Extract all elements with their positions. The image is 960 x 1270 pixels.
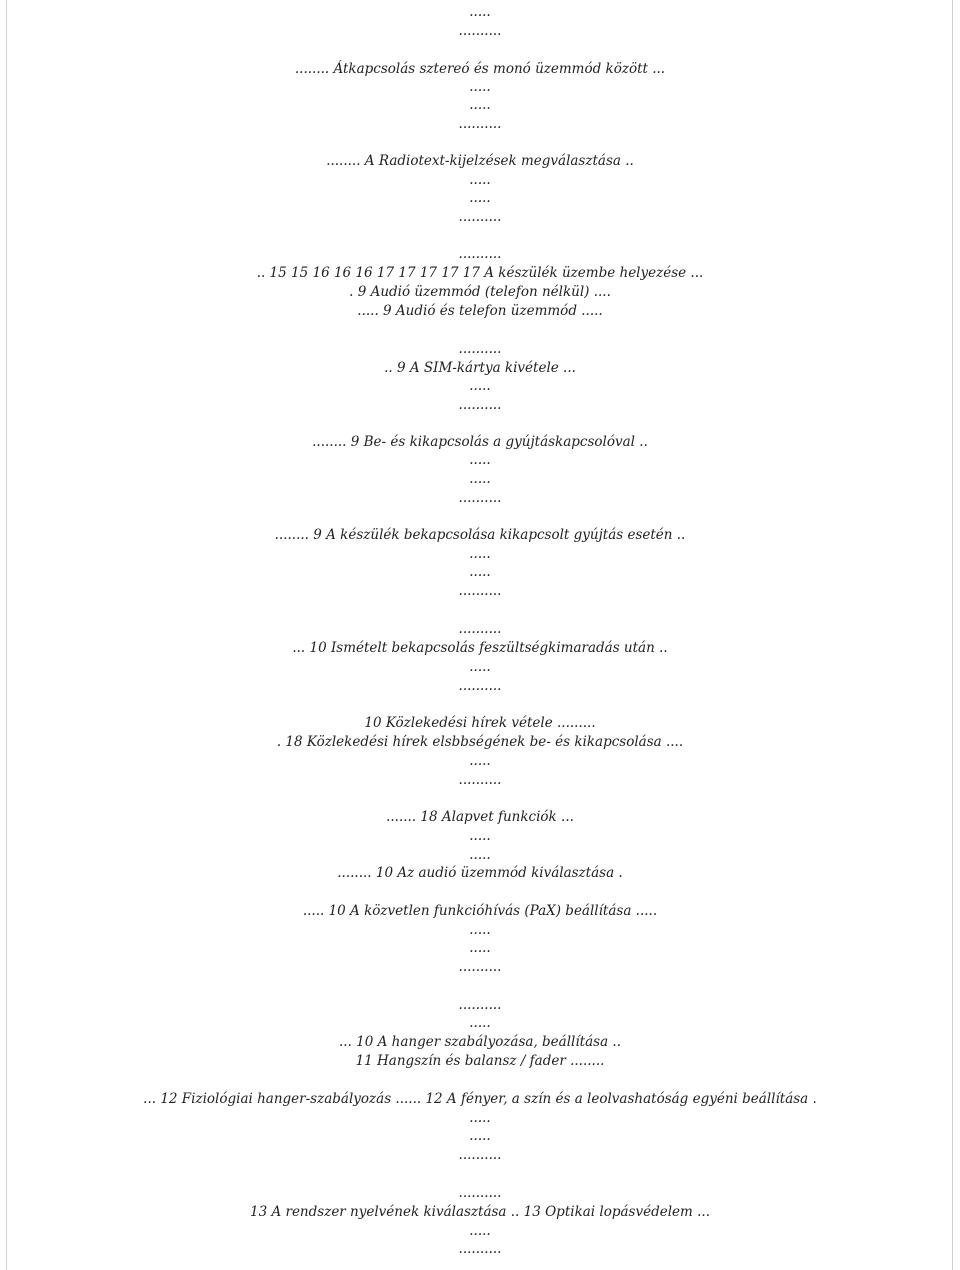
toc-entry: ........ 9 Be- és kikapcsolás a gyújtáskapcsolóval .. [312,434,648,450]
toc-entry: ........ 9 A készülék bekapcsolása kikapcsolt gyújtás esetén .. [274,527,686,543]
toc-line: .......... [458,23,502,39]
toc-line: ..... [469,97,491,113]
toc-line: ..... [469,922,491,938]
toc-line: ..... [469,1015,491,1031]
toc-line: ..... [469,847,491,863]
toc-line: .......... [458,1241,502,1257]
toc-line: .......... [458,397,502,413]
toc-entry: ..... 9 Audió és telefon üzemmód ..... [357,303,603,319]
toc-entry: ........ 10 Az audió üzemmód kiválasztása . [337,865,623,881]
toc-line: ..... [469,1110,491,1126]
toc-line: .......... [458,959,502,975]
toc-line: ..... [469,828,491,844]
toc-line: ..... [469,471,491,487]
toc-entry: 13 A rendszer nyelvének kiválasztása .. 13 Optikai lopásvédelem ... [249,1204,710,1220]
toc-line: ..... [469,753,491,769]
toc-line: .......... [458,583,502,599]
toc-entry: ..... 10 A közvetlen funkcióhívás (PaX) beállítása ..... [302,903,658,919]
toc-line: .......... [458,246,502,262]
toc-entry: . 9 Audió üzemmód (telefon nélkül) .... [349,284,611,300]
toc-line: .......... [458,1147,502,1163]
toc-line: ..... [469,4,491,20]
toc-line: .......... [458,341,502,357]
toc-entry: ... 12 Fiziológiai hanger-szabályozás ...... 12 A fényer, a szín és a leolvashatóság egyéni beállítása . [143,1091,817,1107]
toc-entry: .. 15 15 16 16 16 17 17 17 17 17 A készülék üzembe helyezése ... [256,265,704,281]
toc-entry: ... 10 Ismételt bekapcsolás feszültségkimaradás után .. [292,640,668,656]
toc-line: .......... [458,772,502,788]
toc-entry: ... 10 A hanger szabályozása, beállítása .. [338,1034,622,1050]
toc-entry: ....... 18 Alapvet funkciók ... [386,809,574,825]
toc-line: .......... [458,116,502,132]
toc-entry: ........ Átkapcsolás sztereó és monó üzemmód között ... [294,61,666,77]
toc-line: ..... [469,546,491,562]
toc-line: .......... [458,209,502,225]
toc-line: .......... [458,621,502,637]
toc-line: ..... [469,378,491,394]
toc-line: ..... [469,79,491,95]
toc-line: ..... [469,172,491,188]
toc-line: ..... [469,564,491,580]
toc-line: .......... [458,678,502,694]
toc-line: .......... [458,1185,502,1201]
toc-entry: 10 Közlekedési hírek vétele ......... [364,715,596,731]
toc-entry: .. 9 A SIM-kártya kivétele ... [384,360,576,376]
toc-line: ..... [469,1223,491,1239]
toc-entry: 11 Hangszín és balansz / fader ........ [355,1053,605,1069]
toc-line: ..... [469,190,491,206]
toc-line: .......... [458,490,502,506]
toc-line: ..... [469,1128,491,1144]
toc-line: ..... [469,659,491,675]
toc-line: ..... [469,452,491,468]
toc-line: .......... [458,997,502,1013]
toc-entry: ........ A Radiotext-kijelzések megválasztása .. [326,153,634,169]
toc-line: ..... [469,940,491,956]
toc-entry: . 18 Közlekedési hírek elsbbségének be- és kikapcsolása .... [276,734,684,750]
